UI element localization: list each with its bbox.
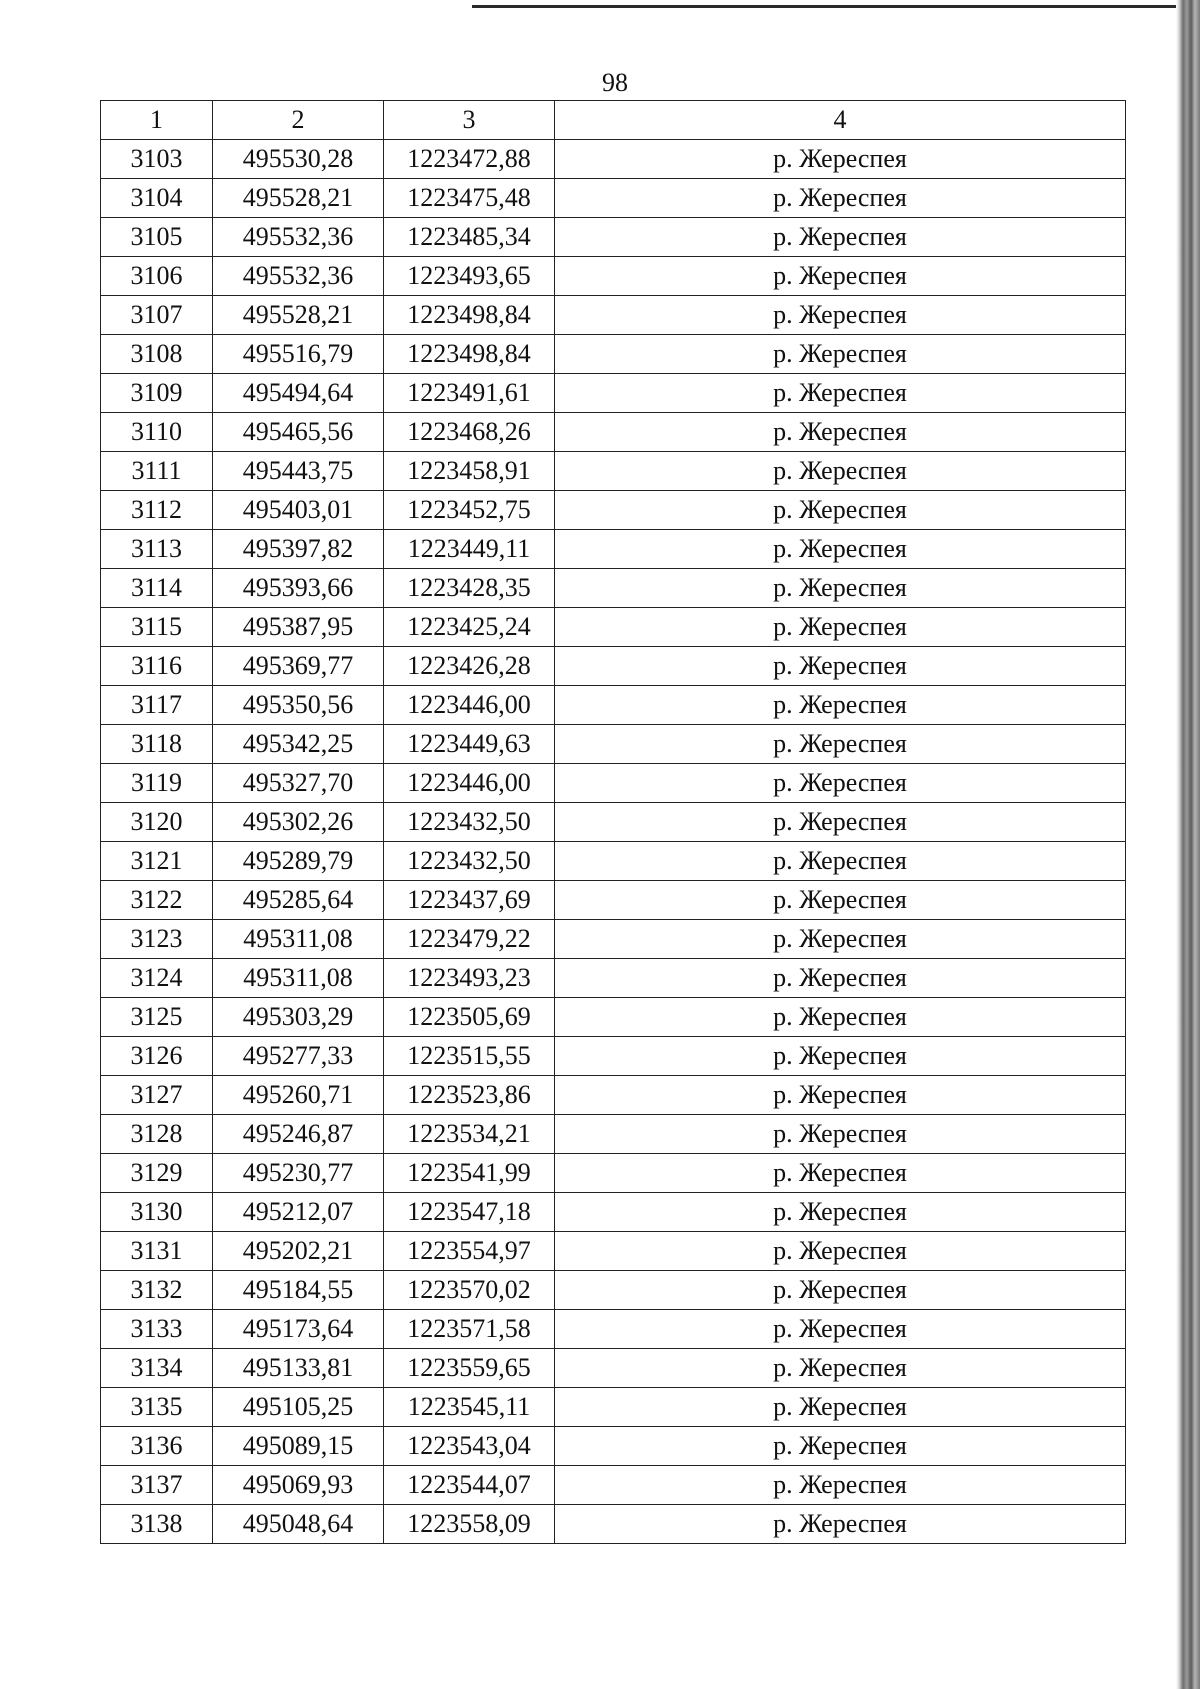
point-number-cell: 3116 [101, 647, 213, 686]
x-coordinate-cell: 495397,82 [213, 530, 384, 569]
table-row [101, 842, 1126, 881]
y-coordinate-cell: 1223432,50 [384, 842, 555, 881]
point-number-cell: 3134 [101, 1349, 213, 1388]
point-number-cell: 3119 [101, 764, 213, 803]
description-cell: р. Жереспея [555, 1466, 1126, 1505]
table-row [101, 1349, 1126, 1388]
point-number-cell: 3114 [101, 569, 213, 608]
x-coordinate-cell: 495530,28 [213, 140, 384, 179]
x-coordinate-cell: 495277,33 [213, 1037, 384, 1076]
y-coordinate-cell: 1223426,28 [384, 647, 555, 686]
y-coordinate-cell: 1223425,24 [384, 608, 555, 647]
description-cell: р. Жереспея [555, 803, 1126, 842]
point-number-cell: 3136 [101, 1427, 213, 1466]
point-number-cell: 3124 [101, 959, 213, 998]
table-row [101, 335, 1126, 374]
table-row [101, 257, 1126, 296]
y-coordinate-cell: 1223498,84 [384, 335, 555, 374]
x-coordinate-cell: 495184,55 [213, 1271, 384, 1310]
point-number-cell: 3121 [101, 842, 213, 881]
x-coordinate-cell: 495532,36 [213, 218, 384, 257]
y-coordinate-cell: 1223571,58 [384, 1310, 555, 1349]
table-row [101, 140, 1126, 179]
x-coordinate-cell: 495173,64 [213, 1310, 384, 1349]
table-row [101, 647, 1126, 686]
point-number-cell: 3112 [101, 491, 213, 530]
description-cell: р. Жереспея [555, 725, 1126, 764]
description-cell: р. Жереспея [555, 1388, 1126, 1427]
description-cell: р. Жереспея [555, 764, 1126, 803]
x-coordinate-cell: 495303,29 [213, 998, 384, 1037]
table-row [101, 491, 1126, 530]
table-row [101, 1193, 1126, 1232]
table-row [101, 998, 1126, 1037]
table-row [101, 764, 1126, 803]
table-row [101, 608, 1126, 647]
point-number-cell: 3129 [101, 1154, 213, 1193]
description-cell: р. Жереспея [555, 1037, 1126, 1076]
scanned-page-edge [1176, 0, 1200, 1689]
table-header-row [101, 101, 1126, 140]
description-cell: р. Жереспея [555, 959, 1126, 998]
y-coordinate-cell: 1223498,84 [384, 296, 555, 335]
column-header: 1 [101, 101, 213, 140]
description-cell: р. Жереспея [555, 1427, 1126, 1466]
x-coordinate-cell: 495532,36 [213, 257, 384, 296]
y-coordinate-cell: 1223449,11 [384, 530, 555, 569]
x-coordinate-cell: 495311,08 [213, 959, 384, 998]
x-coordinate-cell: 495230,77 [213, 1154, 384, 1193]
x-coordinate-cell: 495443,75 [213, 452, 384, 491]
column-header: 2 [213, 101, 384, 140]
y-coordinate-cell: 1223491,61 [384, 374, 555, 413]
x-coordinate-cell: 495528,21 [213, 296, 384, 335]
y-coordinate-cell: 1223428,35 [384, 569, 555, 608]
table-row [101, 725, 1126, 764]
description-cell: р. Жереспея [555, 1310, 1126, 1349]
point-number-cell: 3109 [101, 374, 213, 413]
point-number-cell: 3120 [101, 803, 213, 842]
y-coordinate-cell: 1223558,09 [384, 1505, 555, 1544]
table-row [101, 1427, 1126, 1466]
point-number-cell: 3113 [101, 530, 213, 569]
point-number-cell: 3135 [101, 1388, 213, 1427]
table-row [101, 1037, 1126, 1076]
point-number-cell: 3137 [101, 1466, 213, 1505]
table-row [101, 530, 1126, 569]
x-coordinate-cell: 495465,56 [213, 413, 384, 452]
x-coordinate-cell: 495048,64 [213, 1505, 384, 1544]
y-coordinate-cell: 1223452,75 [384, 491, 555, 530]
y-coordinate-cell: 1223544,07 [384, 1466, 555, 1505]
point-number-cell: 3132 [101, 1271, 213, 1310]
x-coordinate-cell: 495069,93 [213, 1466, 384, 1505]
description-cell: р. Жереспея [555, 1115, 1126, 1154]
description-cell: р. Жереспея [555, 881, 1126, 920]
description-cell: р. Жереспея [555, 998, 1126, 1037]
y-coordinate-cell: 1223559,65 [384, 1349, 555, 1388]
table-row [101, 1388, 1126, 1427]
description-cell: р. Жереспея [555, 1076, 1126, 1115]
x-coordinate-cell: 495212,07 [213, 1193, 384, 1232]
y-coordinate-cell: 1223493,65 [384, 257, 555, 296]
table-row [101, 1310, 1126, 1349]
y-coordinate-cell: 1223515,55 [384, 1037, 555, 1076]
description-cell: р. Жереспея [555, 335, 1126, 374]
table-row [101, 413, 1126, 452]
description-cell: р. Жереспея [555, 374, 1126, 413]
y-coordinate-cell: 1223468,26 [384, 413, 555, 452]
y-coordinate-cell: 1223523,86 [384, 1076, 555, 1115]
table-row [101, 1232, 1126, 1271]
x-coordinate-cell: 495311,08 [213, 920, 384, 959]
point-number-cell: 3118 [101, 725, 213, 764]
description-cell: р. Жереспея [555, 1271, 1126, 1310]
description-cell: р. Жереспея [555, 1193, 1126, 1232]
y-coordinate-cell: 1223446,00 [384, 764, 555, 803]
point-number-cell: 3105 [101, 218, 213, 257]
point-number-cell: 3131 [101, 1232, 213, 1271]
y-coordinate-cell: 1223505,69 [384, 998, 555, 1037]
description-cell: р. Жереспея [555, 608, 1126, 647]
table-row [101, 1271, 1126, 1310]
point-number-cell: 3108 [101, 335, 213, 374]
y-coordinate-cell: 1223432,50 [384, 803, 555, 842]
x-coordinate-cell: 495246,87 [213, 1115, 384, 1154]
x-coordinate-cell: 495342,25 [213, 725, 384, 764]
y-coordinate-cell: 1223547,18 [384, 1193, 555, 1232]
description-cell: р. Жереспея [555, 686, 1126, 725]
point-number-cell: 3106 [101, 257, 213, 296]
x-coordinate-cell: 495387,95 [213, 608, 384, 647]
x-coordinate-cell: 495302,26 [213, 803, 384, 842]
table-row [101, 374, 1126, 413]
x-coordinate-cell: 495528,21 [213, 179, 384, 218]
point-number-cell: 3133 [101, 1310, 213, 1349]
description-cell: р. Жереспея [555, 218, 1126, 257]
point-number-cell: 3104 [101, 179, 213, 218]
description-cell: р. Жереспея [555, 140, 1126, 179]
x-coordinate-cell: 495289,79 [213, 842, 384, 881]
column-header: 4 [555, 101, 1126, 140]
x-coordinate-cell: 495089,15 [213, 1427, 384, 1466]
x-coordinate-cell: 495202,21 [213, 1232, 384, 1271]
table-row [101, 881, 1126, 920]
table-row [101, 959, 1126, 998]
point-number-cell: 3122 [101, 881, 213, 920]
page-number: 98 [602, 68, 628, 97]
description-cell: р. Жереспея [555, 491, 1126, 530]
point-number-cell: 3138 [101, 1505, 213, 1544]
table-row [101, 686, 1126, 725]
point-number-cell: 3126 [101, 1037, 213, 1076]
x-coordinate-cell: 495516,79 [213, 335, 384, 374]
description-cell: р. Жереспея [555, 257, 1126, 296]
description-cell: р. Жереспея [555, 920, 1126, 959]
y-coordinate-cell: 1223475,48 [384, 179, 555, 218]
table-row [101, 218, 1126, 257]
table-row [101, 1466, 1126, 1505]
x-coordinate-cell: 495393,66 [213, 569, 384, 608]
y-coordinate-cell: 1223554,97 [384, 1232, 555, 1271]
description-cell: р. Жереспея [555, 1505, 1126, 1544]
x-coordinate-cell: 495403,01 [213, 491, 384, 530]
coordinates-table [100, 100, 1126, 1544]
point-number-cell: 3127 [101, 1076, 213, 1115]
top-rule [472, 5, 1180, 8]
y-coordinate-cell: 1223545,11 [384, 1388, 555, 1427]
description-cell: р. Жереспея [555, 569, 1126, 608]
point-number-cell: 3128 [101, 1115, 213, 1154]
y-coordinate-cell: 1223541,99 [384, 1154, 555, 1193]
y-coordinate-cell: 1223534,21 [384, 1115, 555, 1154]
point-number-cell: 3125 [101, 998, 213, 1037]
table-row [101, 1154, 1126, 1193]
table-row [101, 1115, 1126, 1154]
y-coordinate-cell: 1223493,23 [384, 959, 555, 998]
point-number-cell: 3130 [101, 1193, 213, 1232]
description-cell: р. Жереспея [555, 413, 1126, 452]
y-coordinate-cell: 1223458,91 [384, 452, 555, 491]
description-cell: р. Жереспея [555, 452, 1126, 491]
x-coordinate-cell: 495260,71 [213, 1076, 384, 1115]
x-coordinate-cell: 495369,77 [213, 647, 384, 686]
point-number-cell: 3111 [101, 452, 213, 491]
table-row [101, 1505, 1126, 1544]
point-number-cell: 3103 [101, 140, 213, 179]
x-coordinate-cell: 495327,70 [213, 764, 384, 803]
y-coordinate-cell: 1223485,34 [384, 218, 555, 257]
description-cell: р. Жереспея [555, 530, 1126, 569]
x-coordinate-cell: 495105,25 [213, 1388, 384, 1427]
description-cell: р. Жереспея [555, 842, 1126, 881]
table-body [101, 140, 1126, 1544]
point-number-cell: 3117 [101, 686, 213, 725]
x-coordinate-cell: 495494,64 [213, 374, 384, 413]
description-cell: р. Жереспея [555, 1232, 1126, 1271]
table-row [101, 569, 1126, 608]
table-row [101, 1076, 1126, 1115]
description-cell: р. Жереспея [555, 1154, 1126, 1193]
table-row [101, 179, 1126, 218]
x-coordinate-cell: 495350,56 [213, 686, 384, 725]
table-row [101, 296, 1126, 335]
column-header: 3 [384, 101, 555, 140]
y-coordinate-cell: 1223479,22 [384, 920, 555, 959]
x-coordinate-cell: 495133,81 [213, 1349, 384, 1388]
y-coordinate-cell: 1223543,04 [384, 1427, 555, 1466]
y-coordinate-cell: 1223570,02 [384, 1271, 555, 1310]
y-coordinate-cell: 1223449,63 [384, 725, 555, 764]
y-coordinate-cell: 1223472,88 [384, 140, 555, 179]
point-number-cell: 3110 [101, 413, 213, 452]
description-cell: р. Жереспея [555, 1349, 1126, 1388]
description-cell: р. Жереспея [555, 296, 1126, 335]
table-row [101, 920, 1126, 959]
x-coordinate-cell: 495285,64 [213, 881, 384, 920]
point-number-cell: 3123 [101, 920, 213, 959]
point-number-cell: 3115 [101, 608, 213, 647]
y-coordinate-cell: 1223437,69 [384, 881, 555, 920]
point-number-cell: 3107 [101, 296, 213, 335]
table-row [101, 452, 1126, 491]
description-cell: р. Жереспея [555, 647, 1126, 686]
table-row [101, 803, 1126, 842]
description-cell: р. Жереспея [555, 179, 1126, 218]
y-coordinate-cell: 1223446,00 [384, 686, 555, 725]
